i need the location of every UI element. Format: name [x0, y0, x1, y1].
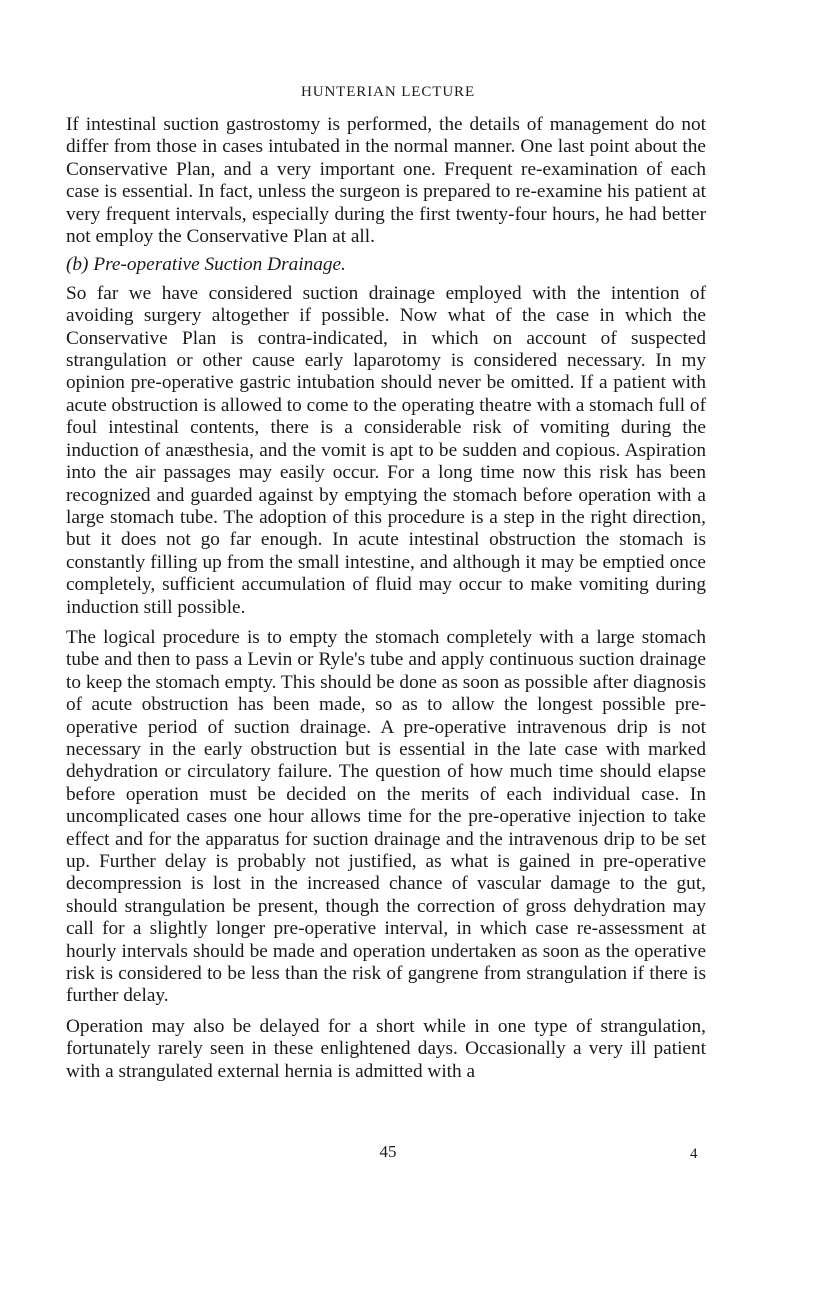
subheading-label: (b): [66, 254, 89, 276]
paragraph-pre-operative-drainage: So far we have considered suction drainage employed with the intention of avoiding surgery altogether if possible. Now what of the case in which the Conservative Plan is contra-indicated, in which on account of suspected strangulation or other cause early laparotomy is considered necessary. In my opinion pre-operative gastric intubation should never be omitted. If a patient with acute obstruction is allowed to come to the operating theatre with a stomach full of foul intestinal contents, there is a considerable risk of vomiting during the induction of anæsthesia, and the vomit is apt to be sudden and copious. Aspiration into the air passages may easily occur. For a long time now this risk has been recognized and guarded against by emptying the stomach before operation with a large stomach tube. The adoption of this procedure is a step in the right direction, but it does not go far enough. In acute intestinal obstruction the stomach is constantly filling up from the small intestine, and although it may be emptied once completely, sufficient accumulation of fluid may occur to make vomiting during induction still possible.: [66, 282, 706, 618]
section-subheading: [66, 254, 706, 276]
paragraph-operation-delay: Operation may also be delayed for a short while in one type of strangulation, fortunately rarely seen in these enlightened days. Occasionally a very ill patient with a strangulated external hernia is admitted with a: [66, 1015, 706, 1082]
page-number: 45: [379, 1142, 397, 1161]
body-text: [66, 114, 706, 1083]
running-head: HUNTERIAN LECTURE: [300, 84, 476, 100]
paragraph-logical-procedure: The logical procedure is to empty the stomach completely with a large stomach tube and then to pass a Levin or Ryle's tube and apply continuous suction drainage to keep the stomach empty. This should be done as soon as possible after diagnosis of acute obstruction has been made, so as to allow the longest possible pre-operative period of suction drainage. A pre-operative intravenous drip is not necessary in the early obstruction but is essential in the late case with marked dehydration or circulatory failure. The question of how much time should elapse before operation must be decided on the merits of each individual case. In uncomplicated cases one hour allows time for the pre-operative injection to take effect and for the apparatus for suction drainage and the intravenous drip to be set up. Further delay is probably not justified, as what is gained in pre-operative decompression is lost in the increased chance of vascular damage to the gut, should strangulation be present, though the correction of gross dehydration may call for a slightly longer pre-operative interval, in which case re-assessment at hourly intervals should be made and operation undertaken as soon as the operative risk is considered to be less than the risk of gangrene from strangulation if there is further delay.: [66, 626, 706, 1007]
subheading-text: Pre-operative Suction Drainage.: [93, 254, 346, 276]
signature-mark: 4: [690, 1146, 698, 1162]
paragraph-conservative-plan: If intestinal suction gastrostomy is performed, the details of management do not differ from those in cases intubated in the normal manner. One last point about the Conservative Plan, and a very important one. Frequent re-examination of each case is essential. In fact, unless the surgeon is prepared to re-examine his patient at very frequent intervals, especially during the first twenty-four hours, he had better not employ the Conservative Plan at all.: [66, 114, 706, 248]
